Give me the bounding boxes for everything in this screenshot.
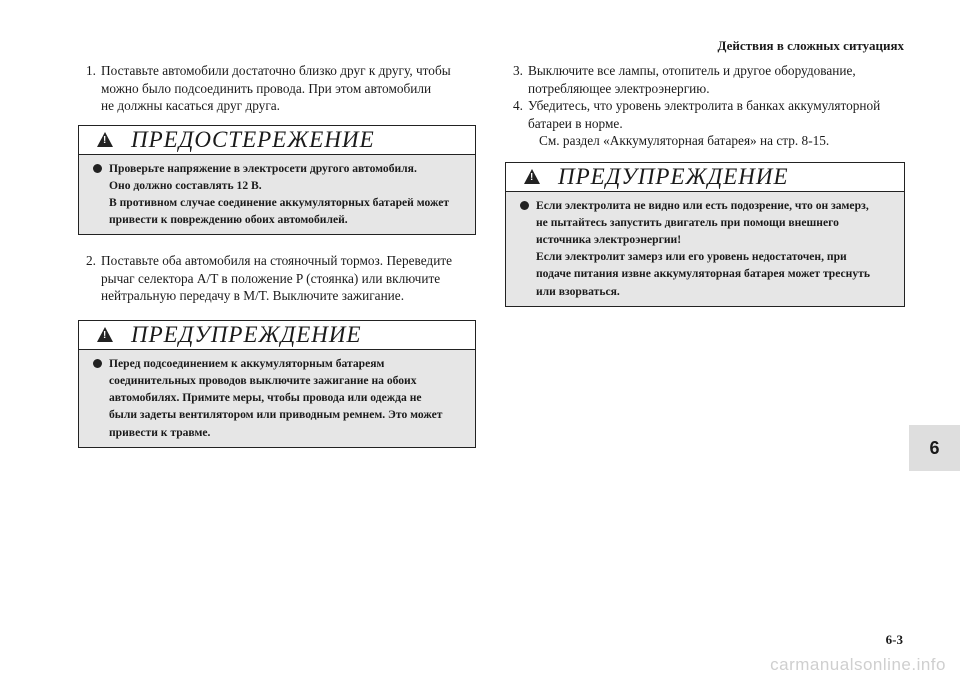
- warning-text: [109, 355, 465, 441]
- chapter-tab: 6: [909, 425, 960, 471]
- warning-body: [506, 192, 904, 306]
- warning-header: [506, 163, 904, 192]
- bullet-icon: [93, 359, 102, 368]
- warning-line: привести к травме.: [109, 425, 211, 439]
- warning-line: не пытайтесь запустить двигатель при помощи внешнего: [536, 215, 839, 229]
- cross-reference: См. раздел «Аккумуляторная батарея» на стр. 8-15.: [539, 133, 830, 148]
- warning-title: ПРЕДУПРЕЖДЕНИЕ: [131, 321, 362, 347]
- warning-box: [505, 162, 905, 307]
- page-number: 6-3: [885, 632, 903, 647]
- bullet-icon: [520, 201, 529, 210]
- warning-line: источника электроэнергии!: [536, 232, 682, 246]
- caution-line: Оно должно составлять 12 В.: [109, 178, 262, 192]
- bullet-icon: [93, 164, 102, 173]
- step-number: 2.: [86, 253, 96, 269]
- warning-line: Перед подсоединением к аккумуляторным батареям: [109, 356, 385, 370]
- warning-line: подаче питания извне аккумуляторная батарея может треснуть: [536, 267, 870, 281]
- left-column: [78, 62, 476, 448]
- step-2: [78, 252, 476, 305]
- step-line: не должны касаться друг друга.: [101, 98, 281, 113]
- right-column: [505, 62, 905, 307]
- caution-line: привести к повреждению обоих автомобилей.: [109, 213, 348, 227]
- caution-line: В противном случае соединение аккумуляторных батарей может: [109, 195, 450, 209]
- caution-line: Проверьте напряжение в электросети другого автомобиля.: [109, 161, 417, 175]
- caution-box: [78, 125, 476, 236]
- warning-line: или взорваться.: [536, 284, 620, 298]
- caution-title: ПРЕДОСТЕРЕЖЕНИЕ: [131, 126, 375, 152]
- step-text: [528, 62, 905, 97]
- warning-header: [79, 321, 475, 350]
- step-line: Поставьте оба автомобиля на стояночный тормоз. Переведите: [101, 253, 453, 269]
- step-1: [78, 62, 476, 115]
- caution-body: [79, 155, 475, 235]
- step-3: [505, 62, 905, 97]
- warning-title: ПРЕДУПРЕЖДЕНИЕ: [558, 163, 789, 189]
- step-number: 4.: [513, 98, 523, 113]
- step-4: [505, 97, 905, 132]
- step-line: Выключите все лампы, отопитель и другое оборудование,: [528, 63, 856, 78]
- step-line: батареи в норме.: [528, 115, 623, 131]
- step-line: можно было подсоединить провода. При этом автомобили: [101, 80, 432, 96]
- warning-triangle-icon: [97, 132, 113, 147]
- warning-line: автомобилях. Примите меры, чтобы провода или одежда не: [109, 391, 422, 405]
- section-header: Действия в сложных ситуациях: [717, 38, 904, 53]
- warning-text: [536, 197, 894, 300]
- step-line: Поставьте автомобили достаточно близко друг к другу, чтобы: [101, 63, 451, 78]
- step-text: [528, 97, 905, 132]
- warning-triangle-icon: [97, 327, 113, 342]
- step-number: 1.: [86, 63, 96, 78]
- step-number: 3.: [513, 63, 523, 78]
- warning-body: [79, 350, 475, 447]
- step-text: [101, 252, 476, 305]
- warning-box: [78, 320, 476, 448]
- step-line: рычаг селектора A/T в положение P (стоянка) или включите: [101, 270, 441, 286]
- watermark: carmanualsonline.info: [770, 655, 946, 674]
- step-line: Убедитесь, что уровень электролита в банках аккумуляторной: [528, 98, 881, 113]
- step-line: нейтральную передачу в M/T. Выключите зажигание.: [101, 288, 405, 304]
- warning-line: Если электролит замерз или его уровень недостаточен, при: [536, 250, 847, 264]
- warning-line: соединительных проводов выключите зажигание на обоих: [109, 374, 417, 388]
- step-line: потребляющее электроэнергию.: [528, 80, 710, 96]
- caution-text: [109, 160, 465, 229]
- caution-header: [79, 126, 475, 155]
- warning-line: были задеты вентилятором или приводным ремнем. Это может: [109, 408, 443, 422]
- warning-line: Если электролита не видно или есть подозрение, что он замерз,: [536, 198, 869, 212]
- step-text: [101, 62, 476, 115]
- warning-triangle-icon: [524, 169, 540, 184]
